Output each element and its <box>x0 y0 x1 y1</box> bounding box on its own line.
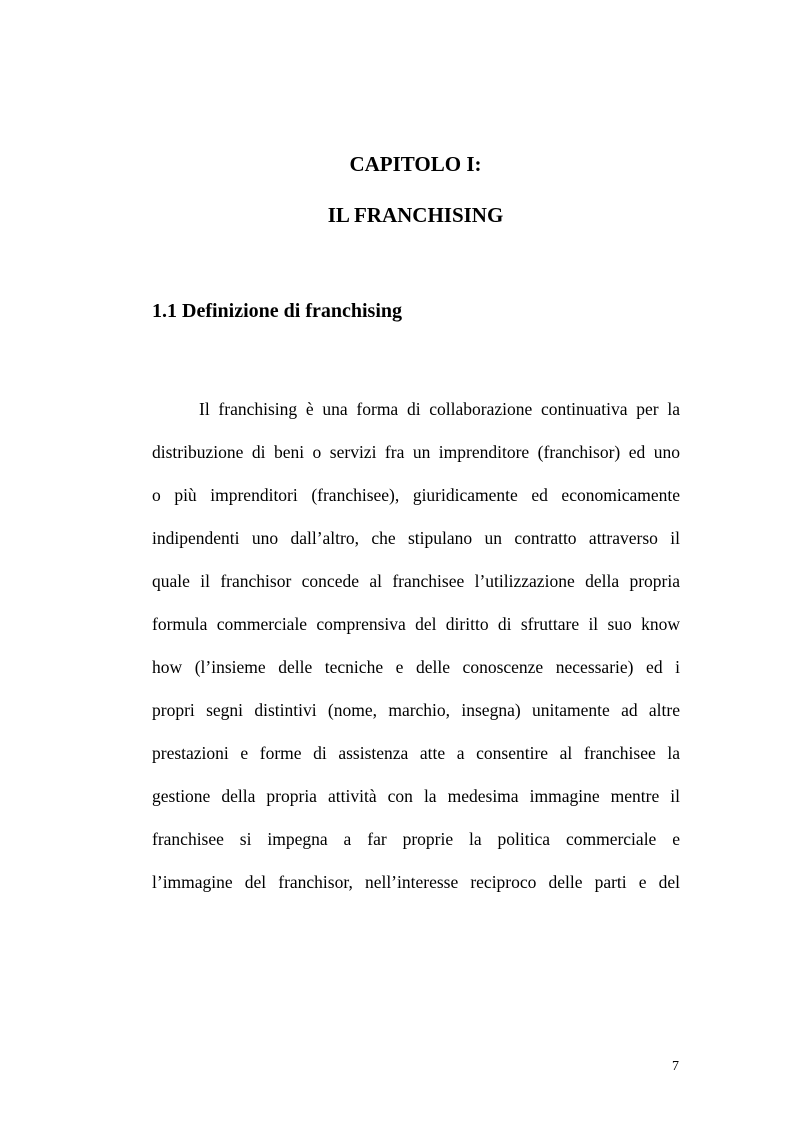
paragraph-line: o più imprenditori (franchisee), giuridicamente ed economicamente <box>152 485 680 505</box>
paragraph-line: quale il franchisor concede al franchisee l’utilizzazione della propria <box>152 571 680 591</box>
paragraph-line: gestione della propria attività con la medesima immagine mentre il <box>152 786 680 806</box>
paragraph-line: how (l’insieme delle tecniche e delle conoscenze necessarie) ed i <box>152 657 680 677</box>
page-number: 7 <box>672 1059 679 1074</box>
paragraph-line: indipendenti uno dall’altro, che stipulano un contratto attraverso il <box>152 528 680 548</box>
paragraph-line: formula commerciale comprensiva del diritto di sfruttare il suo know <box>152 614 680 634</box>
paragraph-line: l’immagine del franchisor, nell’interesse reciproco delle parti e del <box>152 872 680 892</box>
body-paragraph <box>152 394 680 910</box>
paragraph-line: prestazioni e forme di assistenza atte a consentire al franchisee la <box>152 743 680 763</box>
paragraph-line: propri segni distintivi (nome, marchio, insegna) unitamente ad altre <box>152 700 680 720</box>
chapter-label: CAPITOLO I: <box>349 152 482 176</box>
paragraph-line: Il franchising è una forma di collaborazione continuativa per la <box>199 399 680 419</box>
section-heading: 1.1 Definizione di franchising <box>152 300 403 322</box>
paragraph-line: distribuzione di beni o servizi fra un imprenditore (franchisor) ed uno <box>152 442 680 462</box>
chapter-title: IL FRANCHISING <box>327 203 504 227</box>
paragraph-line: franchisee si impegna a far proprie la politica commerciale e <box>152 829 680 849</box>
